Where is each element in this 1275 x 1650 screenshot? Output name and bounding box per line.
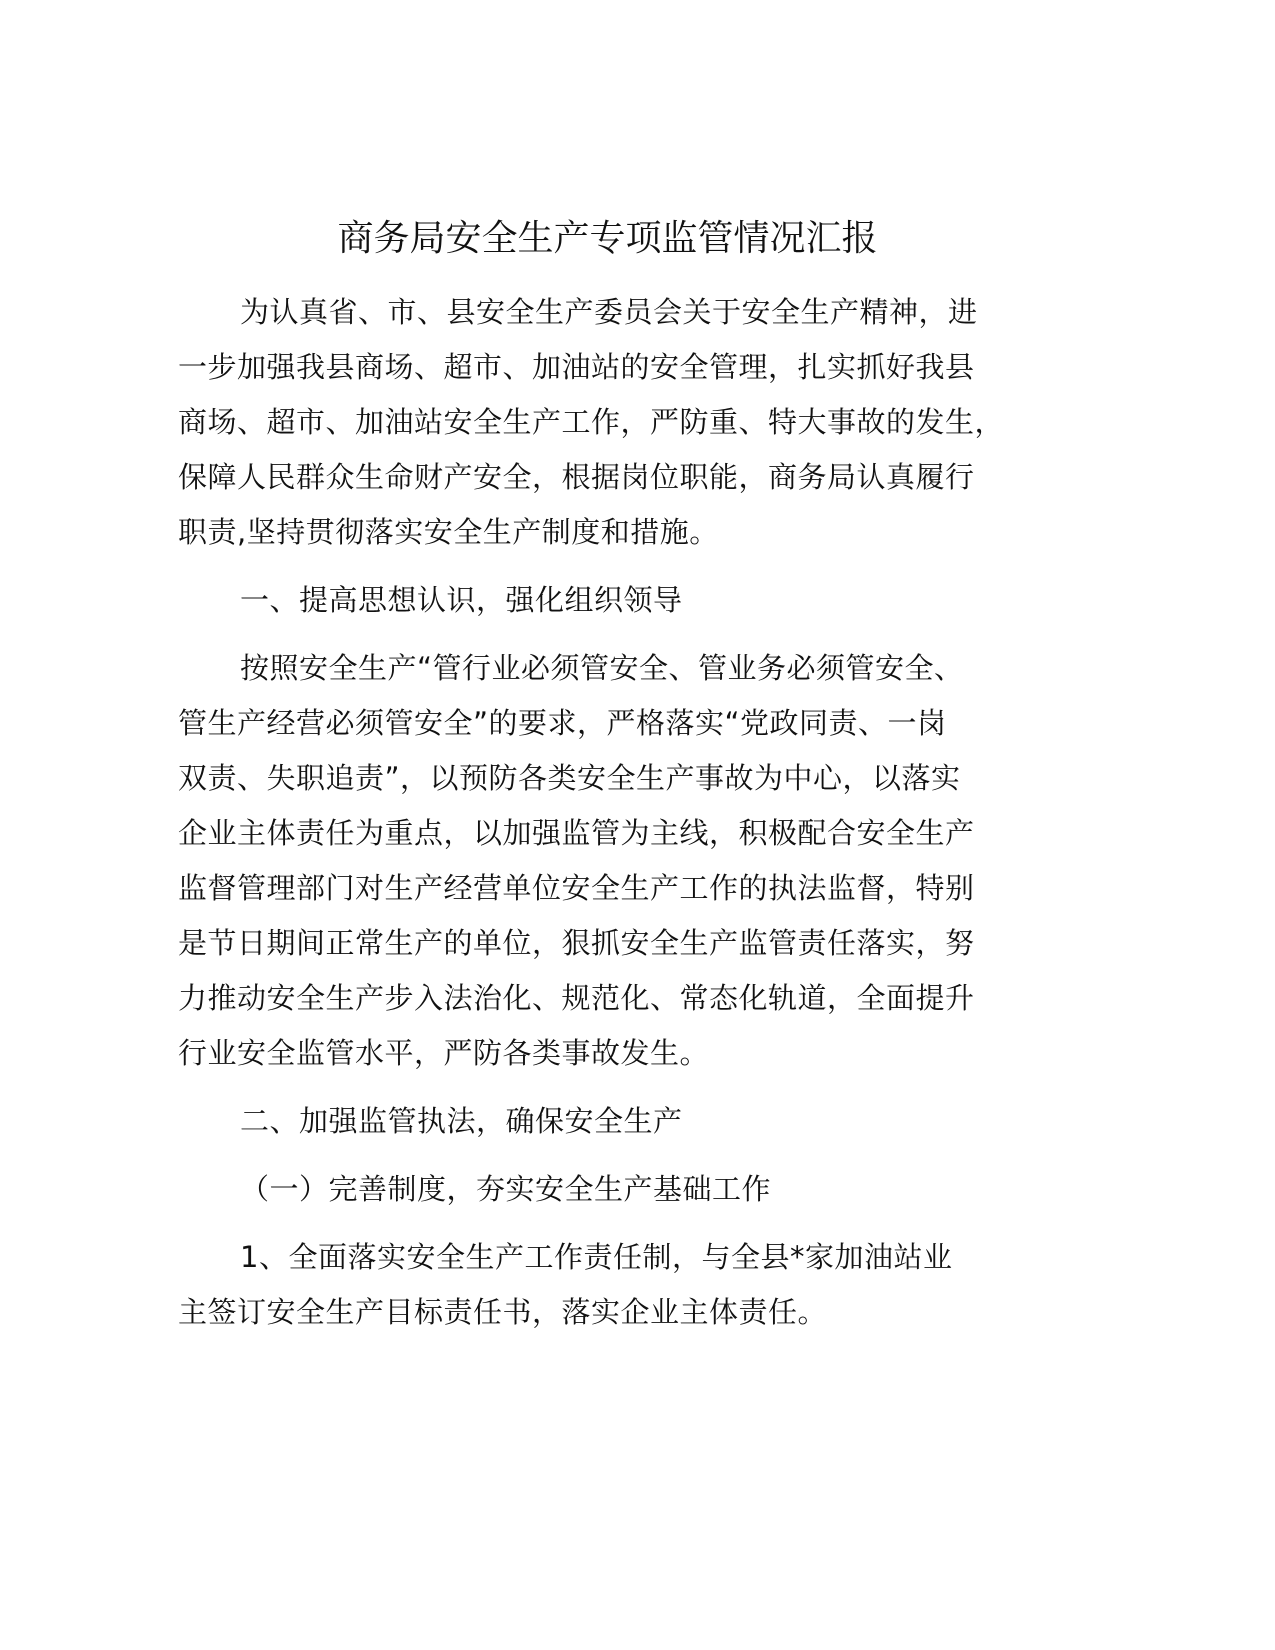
text-line: 按照安全生产“管行业必须管安全、管业务必须管安全、 [240,651,964,685]
text-line: 监督管理部门对生产经营单位安全生产工作的执法监督，特别 [178,871,975,905]
text-line: 力推动安全生产步入法治化、规范化、常态化轨道，全面提升 [178,981,975,1015]
text-line: （一）完善制度，夯实安全生产基础工作 [240,1172,772,1206]
text-line: 保障人民群众生命财产安全，根据岗位职能，商务局认真履行 [178,460,975,494]
text-line: 1、全面落实安全生产工作责任制，与全县*家加油站业 [240,1240,953,1274]
text-line: 一、提高思想认识，强化组织领导 [240,583,683,617]
document-body [178,285,1078,1353]
text-line: 主签订安全生产目标责任书，落实企业主体责任。 [178,1295,828,1329]
paragraph [178,1094,1078,1149]
paragraph [178,641,1078,1081]
paragraph [178,285,1078,560]
text-line: 管生产经营必须管安全”的要求，严格落实“党政同责、一岗 [178,706,947,740]
text-line: 企业主体责任为重点，以加强监管为主线，积极配合安全生产 [178,816,975,850]
document-title: 商务局安全生产专项监管情况汇报 [337,218,878,259]
text-line: 为认真省、市、县安全生产委员会关于安全生产精神，进 [240,295,978,329]
text-line: 一步加强我县商场、超市、加油站的安全管理，扎实抓好我县 [178,350,975,384]
text-line: 二、加强监管执法，确保安全生产 [240,1104,683,1138]
text-line: 商场、超市、加油站安全生产工作，严防重、特大事故的发生， [178,405,1005,439]
text-line: 是节日期间正常生产的单位，狠抓安全生产监管责任落实，努 [178,926,975,960]
paragraph [178,573,1078,628]
paragraph [178,1162,1078,1217]
text-line: 双责、失职追责”，以预防各类安全生产事故为中心，以落实 [178,761,961,795]
text-line: 行业安全监管水平，严防各类事故发生。 [178,1036,710,1070]
paragraph [178,1230,1078,1340]
text-line: 职责,坚持贯彻落实安全生产制度和措施。 [178,515,719,549]
